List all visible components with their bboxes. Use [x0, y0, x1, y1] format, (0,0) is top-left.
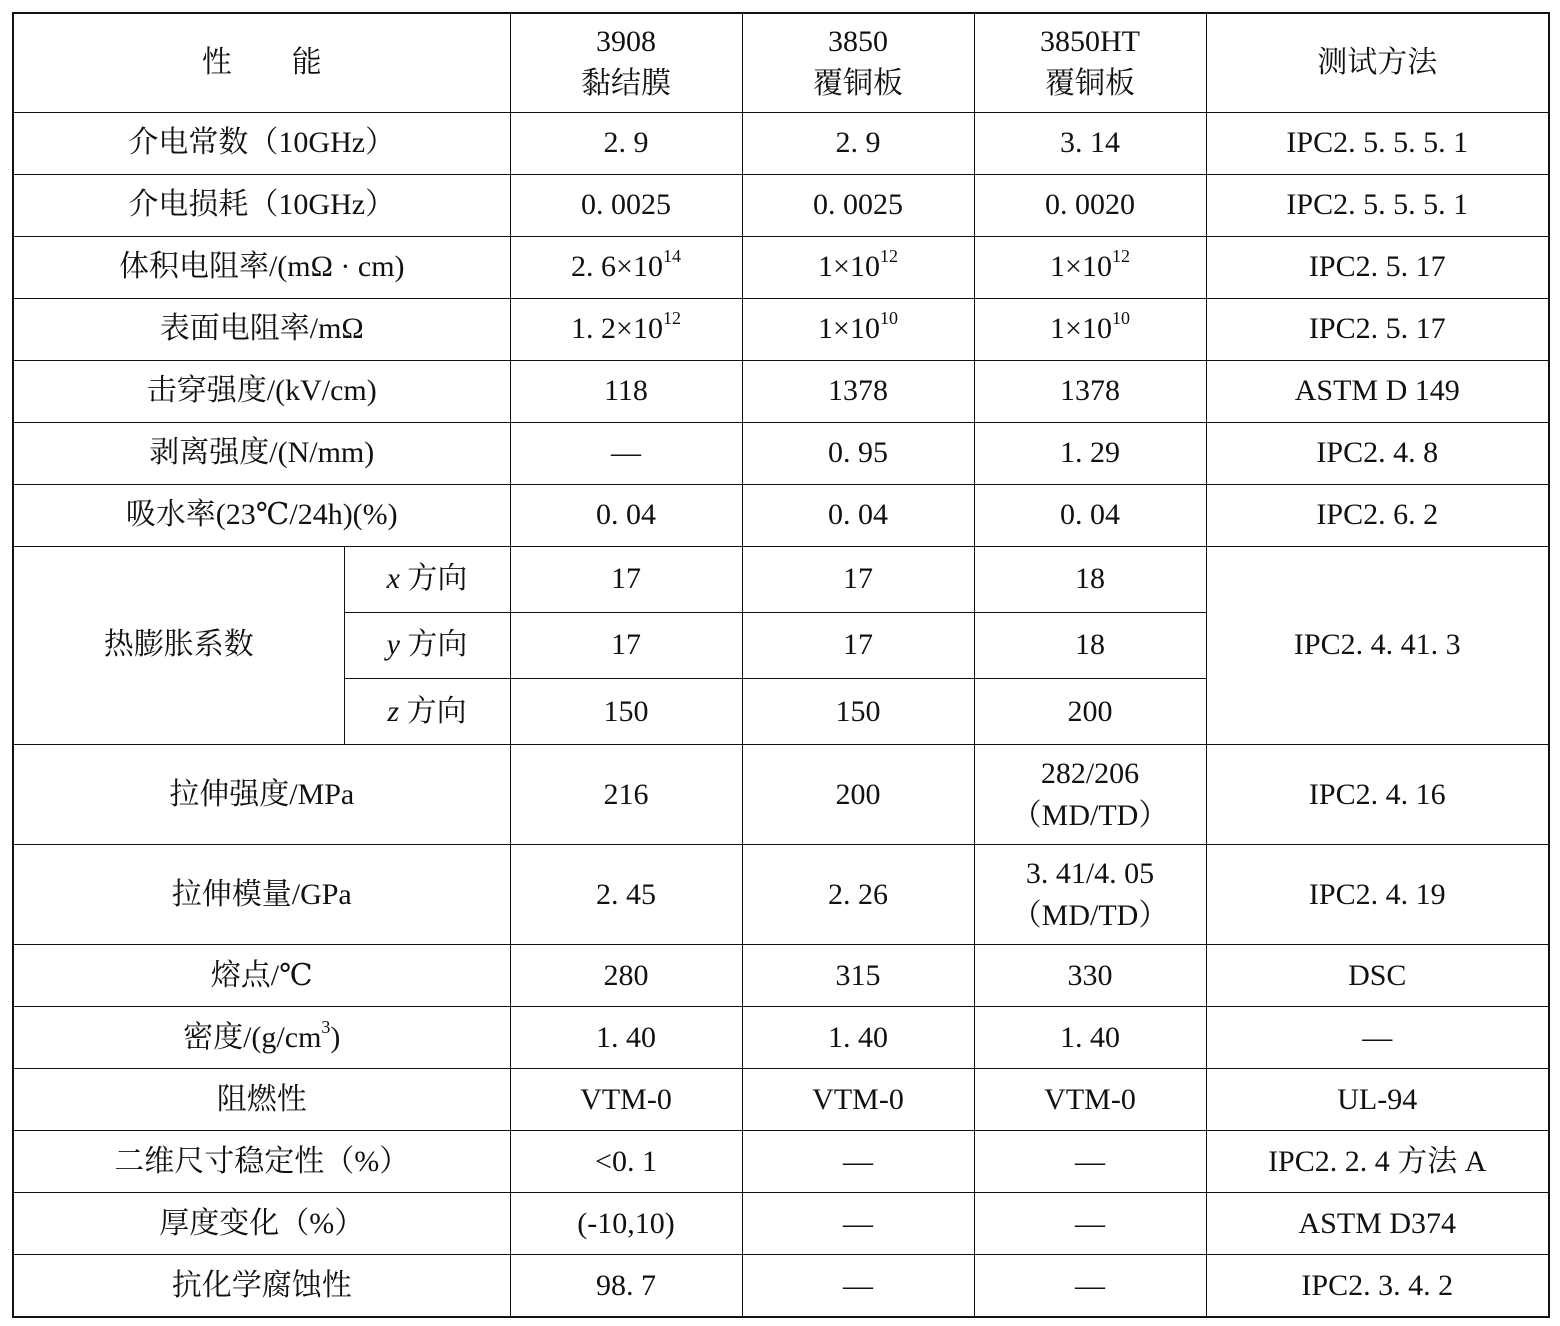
cell-method: IPC2. 4. 41. 3 — [1206, 546, 1549, 744]
cell-method: IPC2. 5. 5. 5. 1 — [1206, 174, 1549, 236]
header-col-3908: 3908 黏结膜 — [510, 13, 742, 112]
cell-3908: 150 — [510, 678, 742, 744]
cell-3850: 200 — [742, 745, 974, 845]
cell-3908: (-10,10) — [510, 1193, 742, 1255]
row-label: 拉伸强度/MPa — [13, 745, 510, 845]
cell-3908: 1. $2\times 10^{12}$ — [510, 298, 742, 360]
cell-3850: 2. 26 — [742, 845, 974, 945]
cell-3850: — — [742, 1131, 974, 1193]
cell-3850ht: — — [974, 1131, 1206, 1193]
cell-method: IPC2. 4. 8 — [1206, 422, 1549, 484]
cell-3908: 1. 40 — [510, 1007, 742, 1069]
cell-3850: 0. 04 — [742, 484, 974, 546]
cell-3908: <0. 1 — [510, 1131, 742, 1193]
cell-3850ht: 18 — [974, 612, 1206, 678]
cell-method: IPC2. 2. 4 方法 A — [1206, 1131, 1549, 1193]
header-method: 测试方法 — [1206, 13, 1549, 112]
header-property: 性 能 — [13, 13, 510, 112]
cell-3908: 17 — [510, 612, 742, 678]
direction-label: x 方向 — [344, 546, 510, 612]
direction-label: y 方向 — [344, 612, 510, 678]
cell-3850ht: VTM-0 — [974, 1069, 1206, 1131]
table-row — [13, 1069, 1549, 1131]
cell-3850: 2. 9 — [742, 112, 974, 174]
cell-method: IPC2. 3. 4. 2 — [1206, 1255, 1549, 1317]
cell-3850ht: 18 — [974, 546, 1206, 612]
cell-3850: 315 — [742, 945, 974, 1007]
cell-3850ht: 200 — [974, 678, 1206, 744]
table-row — [13, 546, 1549, 612]
cell-3850: $1\times 10^{10}$ — [742, 298, 974, 360]
cell-3850ht: — — [974, 1193, 1206, 1255]
cell-3850: 0. 0025 — [742, 174, 974, 236]
cell-3850ht: 3. 14 — [974, 112, 1206, 174]
cell-3908: 280 — [510, 945, 742, 1007]
cell-method: IPC2. 4. 16 — [1206, 745, 1549, 845]
cell-3908: 98. 7 — [510, 1255, 742, 1317]
table-row — [13, 745, 1549, 845]
cell-3850ht: 1. 29 — [974, 422, 1206, 484]
cell-3850: $1\times 10^{12}$ — [742, 236, 974, 298]
row-label: 熔点/℃ — [13, 945, 510, 1007]
cell-3908: — — [510, 422, 742, 484]
row-label: 密度$/(g/cm^3)$ — [13, 1007, 510, 1069]
cell-method: DSC — [1206, 945, 1549, 1007]
cell-method: IPC2. 4. 19 — [1206, 845, 1549, 945]
cell-3908: 0. 04 — [510, 484, 742, 546]
cell-3850: — — [742, 1193, 974, 1255]
cell-3850: 1378 — [742, 360, 974, 422]
cell-3850: 150 — [742, 678, 974, 744]
cell-3908: 17 — [510, 546, 742, 612]
row-label: 介电常数（10GHz） — [13, 112, 510, 174]
row-label: 吸水率(23℃/24h)(%) — [13, 484, 510, 546]
cell-3850: 1. 40 — [742, 1007, 974, 1069]
thermal-label: 热膨胀系数 — [13, 546, 344, 744]
cell-3850ht: 1378 — [974, 360, 1206, 422]
cell-3850: VTM-0 — [742, 1069, 974, 1131]
cell-3850ht: 3. 41/4. 05 （MD/TD） — [974, 845, 1206, 945]
row-label: 剥离强度/(N/mm) — [13, 422, 510, 484]
table-row — [13, 1131, 1549, 1193]
cell-3850ht: 0. 0020 — [974, 174, 1206, 236]
cell-3850ht: 0. 04 — [974, 484, 1206, 546]
row-label: 介电损耗（10GHz） — [13, 174, 510, 236]
cell-3850: 0. 95 — [742, 422, 974, 484]
cell-3850ht: $1\times 10^{12}$ — [974, 236, 1206, 298]
cell-3850: — — [742, 1255, 974, 1317]
cell-3908: 216 — [510, 745, 742, 845]
cell-method: IPC2. 6. 2 — [1206, 484, 1549, 546]
row-label: 抗化学腐蚀性 — [13, 1255, 510, 1317]
direction-label: z 方向 — [344, 678, 510, 744]
cell-3850ht: 1. 40 — [974, 1007, 1206, 1069]
row-label: 二维尺寸稳定性（%） — [13, 1131, 510, 1193]
cell-3850ht: $1\times 10^{10}$ — [974, 298, 1206, 360]
row-label: 拉伸模量/GPa — [13, 845, 510, 945]
cell-3908: 2. $6\times 10^{14}$ — [510, 236, 742, 298]
row-label: 击穿强度/(kV/cm) — [13, 360, 510, 422]
cell-method: — — [1206, 1007, 1549, 1069]
cell-3908: 2. 9 — [510, 112, 742, 174]
table-row — [13, 1255, 1549, 1317]
cell-3908: 118 — [510, 360, 742, 422]
row-label: 阻燃性 — [13, 1069, 510, 1131]
table-row — [13, 1007, 1549, 1069]
cell-3850: 17 — [742, 612, 974, 678]
cell-3908: 0. 0025 — [510, 174, 742, 236]
cell-3850: 17 — [742, 546, 974, 612]
table-row — [13, 945, 1549, 1007]
cell-method: UL-94 — [1206, 1069, 1549, 1131]
header-col-3850: 3850 覆铜板 — [742, 13, 974, 112]
properties-table — [12, 12, 1550, 1318]
cell-method: IPC2. 5. 5. 5. 1 — [1206, 112, 1549, 174]
row-label: 体积电阻率/(mΩ · cm) — [13, 236, 510, 298]
cell-method: IPC2. 5. 17 — [1206, 298, 1549, 360]
header-col-3850ht: 3850HT 覆铜板 — [974, 13, 1206, 112]
row-label: 厚度变化（%） — [13, 1193, 510, 1255]
table-row — [13, 236, 1549, 298]
table-row — [13, 360, 1549, 422]
header-row — [13, 13, 1549, 112]
cell-method: ASTM D 149 — [1206, 360, 1549, 422]
table-row — [13, 845, 1549, 945]
table-row — [13, 298, 1549, 360]
table-row — [13, 484, 1549, 546]
table-row — [13, 174, 1549, 236]
cell-3850ht: — — [974, 1255, 1206, 1317]
cell-3850ht: 330 — [974, 945, 1206, 1007]
table-row — [13, 112, 1549, 174]
cell-3850ht: 282/206 （MD/TD） — [974, 745, 1206, 845]
cell-method: ASTM D374 — [1206, 1193, 1549, 1255]
cell-3908: VTM-0 — [510, 1069, 742, 1131]
cell-3908: 2. 45 — [510, 845, 742, 945]
table-row — [13, 1193, 1549, 1255]
cell-method: IPC2. 5. 17 — [1206, 236, 1549, 298]
table-row — [13, 422, 1549, 484]
row-label: 表面电阻率/mΩ — [13, 298, 510, 360]
